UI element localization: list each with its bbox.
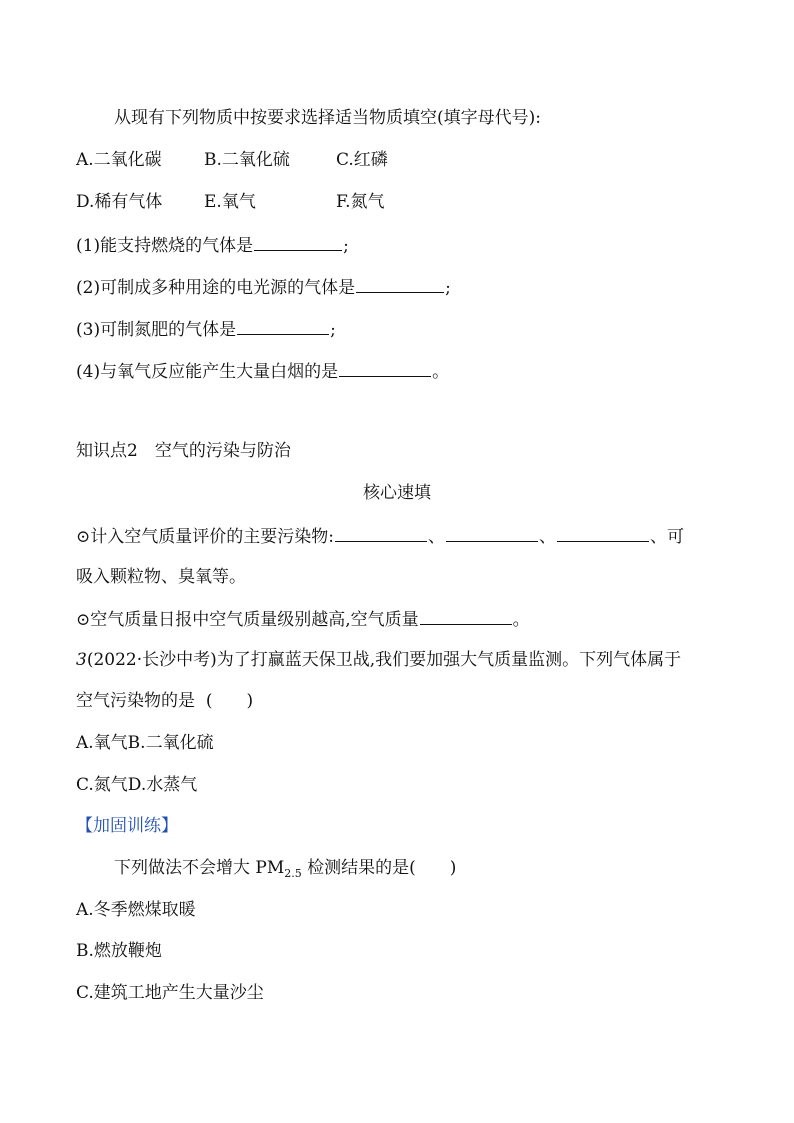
question-3-options-cd: C.氮气D.水蒸气 [76,775,198,795]
option-b: B.二氧化硫 [204,150,290,170]
question-4-option-a: A.冬季燃煤取暖 [76,900,196,920]
answer-blank[interactable] [335,523,427,542]
subscript: 2.5 [284,867,302,880]
core-fill-title: 核心速填 [363,483,431,503]
option-d: D.稀有气体 [76,192,163,212]
options-row-1 [76,148,734,172]
answer-blank[interactable] [339,358,431,377]
fill-item-1: ⊙计入空气质量评价的主要污染物: 、 、 、可 [76,523,734,549]
question-4-option-b: B.燃放鞭炮 [76,941,162,961]
question-3-options-ab: A.氧气B.二氧化硫 [76,733,214,753]
answer-blank[interactable] [237,316,329,335]
options-row-2 [76,190,734,214]
section-title: 知识点2 空气的污染与防治 [76,441,291,461]
option-e: E.氧气 [204,192,256,212]
sub-question-3: (3)可制氮肥的气体是 ; [76,316,734,342]
option-c: C.红磷 [336,150,388,170]
sub-question-2: (2)可制成多种用途的电光源的气体是 ; [76,274,734,300]
question-intro: 从现有下列物质中按要求选择适当物质填空(填字母代号): [114,108,541,128]
question-3-line-1: 3(2022·长沙中考)为了打赢蓝天保卫战,我们要加强大气质量监测。下列气体属于 [76,650,682,670]
answer-paren[interactable]: ( ) [205,691,254,711]
answer-blank[interactable] [254,232,342,251]
question-3-line-2: 空气污染物的是 ( ) [76,691,254,711]
answer-blank[interactable] [420,606,512,625]
question-number: 3 [76,650,87,670]
question-4-option-c: C.建筑工地产生大量沙尘 [76,983,264,1003]
answer-blank[interactable] [356,274,444,293]
fill-item-1-continued: 吸入颗粒物、臭氧等。 [76,567,246,587]
answer-blank[interactable] [446,523,538,542]
sub-question-4: (4)与氧气反应能产生大量白烟的是 。 [76,358,734,384]
answer-blank[interactable] [557,523,649,542]
option-a: A.二氧化碳 [76,150,162,170]
option-f: F.氮气 [336,192,385,212]
sub-question-1: (1)能支持燃烧的气体是 ; [76,232,734,258]
question-4-stem: 下列做法不会增大 $PM_{2.5}$ 检测结果的是( ) [114,858,457,880]
reinforce-heading: 【加固训练】 [76,816,178,836]
fill-item-2: ⊙空气质量日报中空气质量级别越高,空气质量 。 [76,606,734,632]
